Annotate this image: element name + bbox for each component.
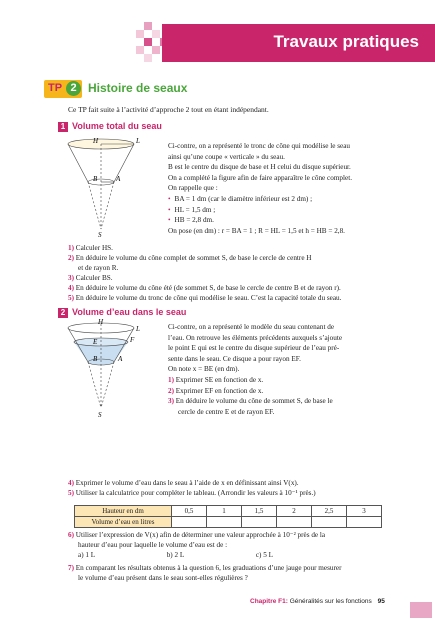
intro-text: Ce TP fait suite à l’activité d’approche 2 tout en étant indépendant.	[68, 105, 269, 114]
section1-heading	[58, 121, 162, 132]
section2-number: 2	[58, 308, 68, 318]
table-cell	[207, 517, 242, 528]
s2-line: le point E qui est le centre du disque supérieur de l’eau pré-	[168, 344, 340, 353]
section2-questions	[68, 478, 316, 498]
table-cell: Hauteur en dm	[75, 506, 172, 517]
table-cell	[242, 517, 277, 528]
s1-line: On a complété la figure afin de faire apparaître le cône complet.	[168, 173, 352, 182]
fig2-label-f: F	[130, 336, 135, 344]
table-cell	[277, 517, 312, 528]
table-cell: 2,5	[312, 506, 347, 517]
tp-number: 2	[66, 81, 81, 96]
s2-subq: 1) Exprimer SE en fonction de x.	[168, 375, 264, 384]
s1-pose: On pose (en dm) : r = BA = 1 ; R = HL = 1,5 et h = HB = 2,8.	[168, 226, 345, 235]
fig2-label-h: H	[98, 318, 104, 326]
table-cell	[172, 517, 207, 528]
table-cell: 2	[277, 506, 312, 517]
fig1-label-a: A	[116, 175, 121, 183]
fig2-label-a: A	[118, 355, 123, 363]
table-cell: Volume d’eau en litres	[75, 517, 172, 528]
table-row	[75, 517, 382, 528]
footer-chapter: Chapitre F1	[250, 598, 286, 605]
table-cell: 3	[347, 506, 382, 517]
fig2-label-l: L	[136, 325, 140, 333]
s1-bullet: • HB = 2,8 dm.	[168, 216, 214, 225]
s1-line: On rappelle que :	[168, 184, 218, 193]
s2-subq: 2) Exprimer EF en fonction de x.	[168, 386, 264, 395]
s1-line: ainsi qu’une coupe « verticale » du seau.	[168, 152, 285, 161]
page-number: 95	[377, 598, 385, 605]
fig2-label-b: B	[93, 355, 98, 363]
question: et de rayon R.	[78, 264, 119, 272]
section1-questions	[68, 243, 341, 303]
s2-line: On note x = BE (en dm).	[168, 365, 240, 374]
question: 4) Exprimer le volume d’eau dans le seau à l’aide de x en définissant ainsi V(x).	[68, 479, 299, 487]
s2-subq: cercle de centre E et de rayon EF.	[178, 407, 275, 416]
section1-number: 1	[58, 122, 68, 132]
fig1-label-b: B	[93, 175, 98, 183]
tp-label: TP	[48, 82, 63, 94]
table-row	[75, 506, 382, 517]
table-cell	[347, 517, 382, 528]
question-6: 6) Utiliser l’expression de V(x) afin de déterminer une valeur approchée à 10⁻² près de la hauteur d’eau pour laquelle le volume d’eau est de : a) 1 L b) 2 L c) 5 L	[68, 531, 326, 559]
s1-bullet: • BA = 1 dm (car le diamètre inférieur est 2 dm) ;	[168, 194, 313, 203]
footer: Chapitre F1: Généralités sur les fonctions 95	[250, 598, 385, 605]
table-cell: 1	[207, 506, 242, 517]
question: 5) En déduire le volume du tronc de cône qui modélise le seau. C’est la capacité totale du seau.	[68, 294, 342, 302]
table-cell	[312, 517, 347, 528]
question-7: 7) En comparant les résultats obtenus à la question 6, les graduations d’une jauge pour mesurer le volume d’eau présent dans le seau sont-elles régulières ?	[68, 564, 342, 582]
section2-heading	[58, 307, 186, 318]
footer-title: Généralités sur les fonctions	[289, 598, 372, 605]
option-b: b) 2 L	[166, 551, 185, 559]
question: 5) Utiliser la calculatrice pour compléter le tableau. (Arrondir les valeurs à 10⁻¹ près.)	[68, 489, 316, 497]
values-table	[74, 505, 382, 528]
s1-line: B est le centre du disque de base et H celui du disque supérieur.	[168, 163, 351, 172]
tp-title: Histoire de seaux	[88, 81, 188, 95]
tp-badge	[44, 80, 82, 98]
page-title: Travaux pratiques	[273, 32, 419, 51]
question: 2) En déduire le volume du cône complet de sommet S, de base le cercle de centre H	[68, 254, 312, 262]
s2-subq: 3) En déduire le volume du cône de sommet S, de base le	[168, 397, 333, 406]
fig2-label-e: E	[93, 338, 98, 346]
fig1-label-s: S	[98, 231, 102, 239]
corner-tab	[410, 602, 432, 618]
question: 1) Calculer HS.	[68, 244, 113, 252]
option-a: a) 1 L	[78, 551, 95, 559]
s2-line: sente dans le seau. Ce disque a pour rayon EF.	[168, 354, 301, 363]
fig2-label-s: S	[98, 411, 102, 419]
s2-line: Ci-contre, on a représenté le modèle du seau contenant de	[168, 323, 335, 331]
section2-text	[168, 322, 418, 417]
s1-bullet: • HL = 1,5 dm ;	[168, 205, 216, 214]
figure-cone-2	[66, 318, 156, 428]
question: 3) Calculer BS.	[68, 274, 113, 282]
s1-line: Ci-contre, on a représenté le tronc de cône qui modélise le seau	[168, 142, 351, 150]
fig1-label-h: H	[93, 137, 99, 145]
table-cell: 1,5	[242, 506, 277, 517]
section1-title: Volume total du seau	[72, 121, 162, 131]
header-bar	[162, 24, 435, 62]
s2-line: l’eau. On retrouve les éléments précédents auxquels s’ajoute	[168, 333, 343, 342]
question: 4) En déduire le volume du cône été (de sommet S, de base le cercle de centre B et de rayon r).	[68, 284, 341, 292]
section1-text	[168, 141, 418, 236]
option-c: c) 5 L	[255, 551, 273, 559]
section2-title: Volume d’eau dans le seau	[72, 307, 187, 317]
table-cell: 0,5	[172, 506, 207, 517]
fig1-label-l: L	[136, 137, 140, 145]
